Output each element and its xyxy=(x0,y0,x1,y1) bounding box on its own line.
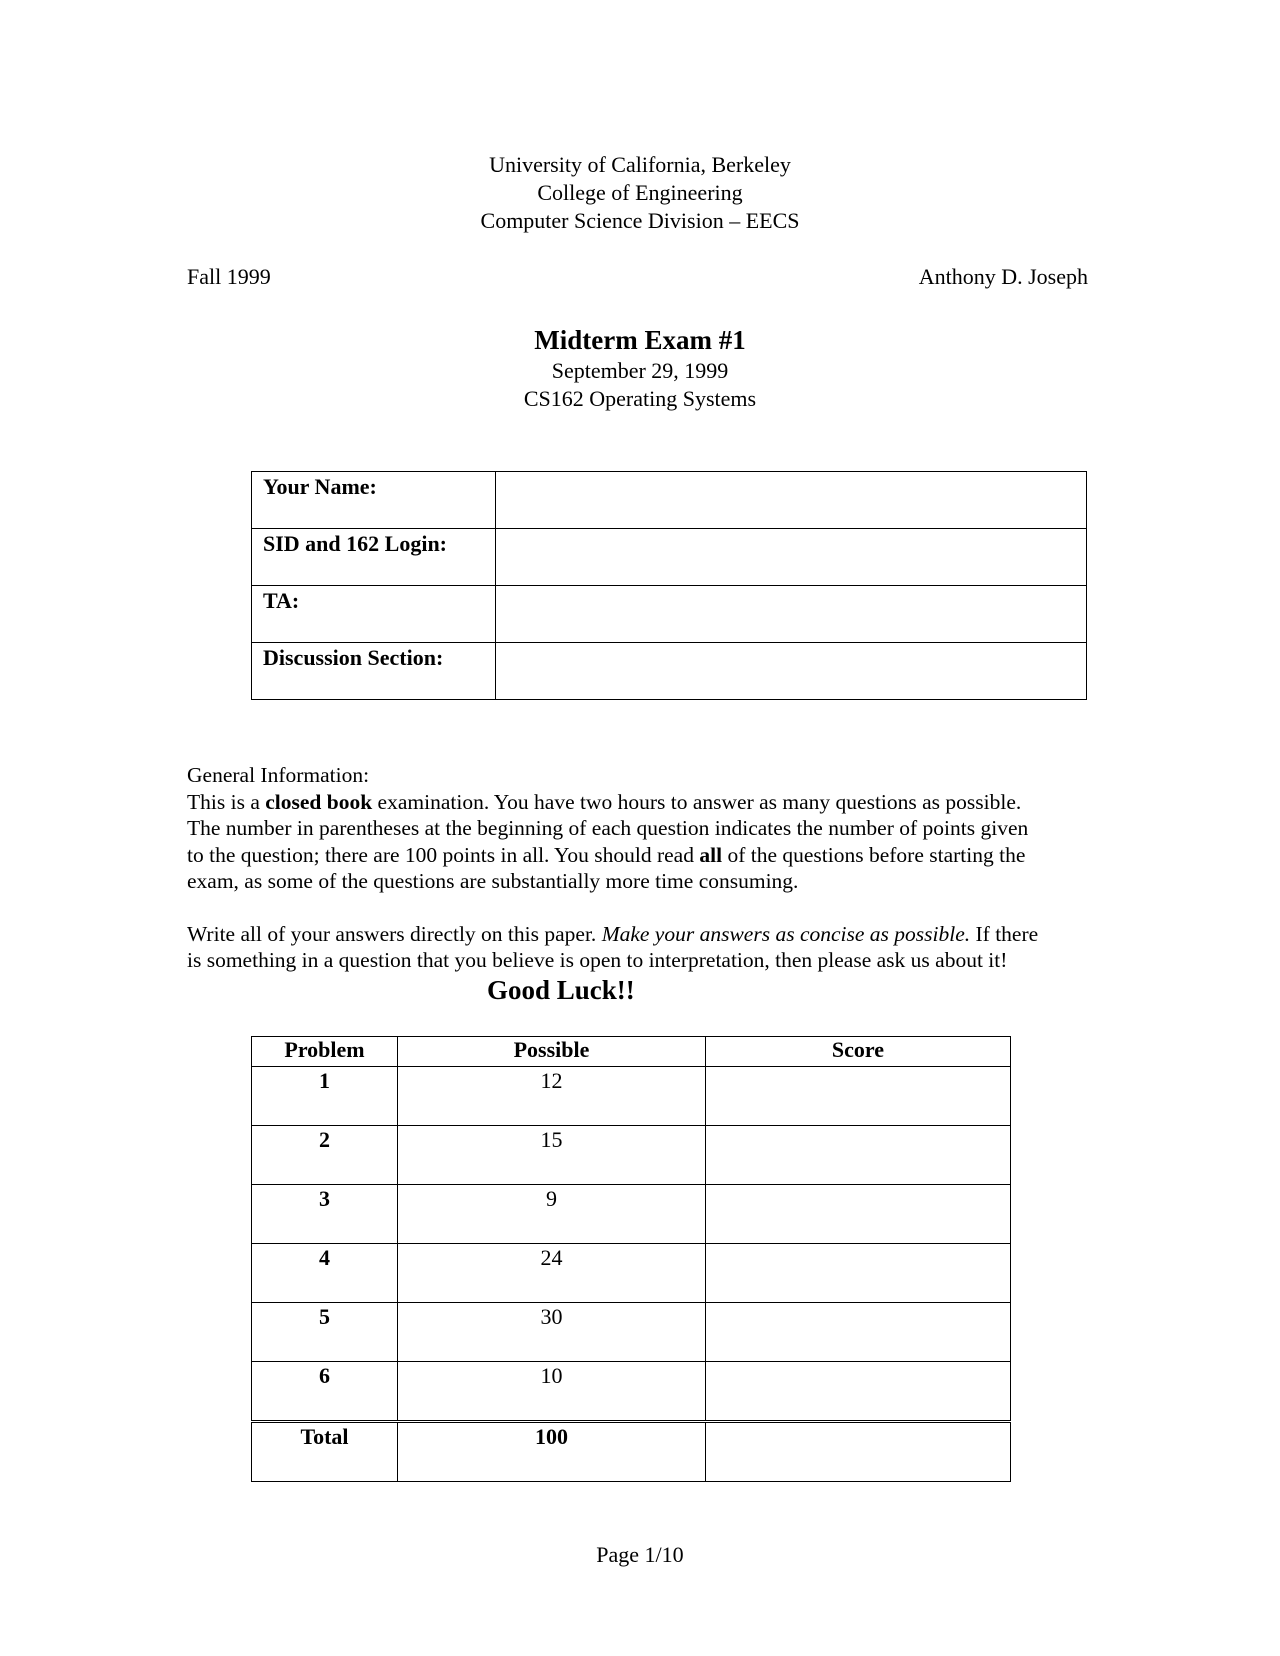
score-row xyxy=(252,1185,1011,1244)
score-row xyxy=(252,1303,1011,1362)
text-run-italic: Make your answers as concise as possible. xyxy=(601,921,971,946)
info-row-name xyxy=(252,472,1087,529)
text-run-bold: closed book xyxy=(265,789,373,814)
exam-date: September 29, 1999 xyxy=(551,358,729,383)
possible-points: 30 xyxy=(398,1303,706,1362)
problem-number: 3 xyxy=(252,1185,398,1244)
problem-number: 2 xyxy=(252,1126,398,1185)
score-row xyxy=(252,1067,1011,1126)
header-problem: Problem xyxy=(252,1037,398,1067)
text-run: This is a xyxy=(187,789,266,814)
possible-points: 10 xyxy=(398,1362,706,1422)
possible-points: 24 xyxy=(398,1244,706,1303)
text-run: is something in a question that you believe is open to interpretation, then please ask us about it! xyxy=(187,948,1008,972)
page-number: Page 1/10 xyxy=(596,1542,684,1567)
text-run: exam, as some of the questions are substantially more time consuming. xyxy=(187,869,799,893)
total-possible: 100 xyxy=(398,1422,706,1482)
problem-number: 1 xyxy=(252,1067,398,1126)
general-info-paragraph-2 xyxy=(187,921,1107,974)
problem-number: 6 xyxy=(252,1362,398,1422)
score-cell[interactable] xyxy=(706,1126,1011,1185)
text-run: Write all of your answers directly on this paper. xyxy=(187,921,602,946)
college-name: College of Engineering xyxy=(537,180,743,205)
possible-points: 9 xyxy=(398,1185,706,1244)
exam-title: Midterm Exam #1 xyxy=(534,325,746,355)
info-field-section[interactable] xyxy=(496,643,1087,700)
general-information xyxy=(187,762,1107,974)
semester: Fall 1999 xyxy=(187,264,271,289)
problem-number: 4 xyxy=(252,1244,398,1303)
score-cell[interactable] xyxy=(706,1185,1011,1244)
text-run: of the questions before starting the xyxy=(722,842,1026,867)
score-table xyxy=(251,1036,1011,1482)
exam-course: CS162 Operating Systems xyxy=(523,386,757,411)
score-cell[interactable] xyxy=(706,1303,1011,1362)
info-label: Your Name: xyxy=(252,472,496,529)
info-field-sid[interactable] xyxy=(496,529,1087,586)
info-label: SID and 162 Login: xyxy=(252,529,496,586)
division-name: Computer Science Division – EECS xyxy=(480,208,800,233)
university-name: University of California, Berkeley xyxy=(489,152,791,177)
score-row xyxy=(252,1362,1011,1422)
institution-header xyxy=(0,151,1280,235)
possible-points: 15 xyxy=(398,1126,706,1185)
total-row xyxy=(252,1422,1011,1482)
exam-title-block xyxy=(0,323,1280,413)
info-field-ta[interactable] xyxy=(496,586,1087,643)
text-run: The number in parentheses at the beginning of each question indicates the number of points given xyxy=(187,816,1029,840)
info-row-ta xyxy=(252,586,1087,643)
text-run: examination. You have two hours to answer as many questions as possible. xyxy=(372,789,1022,814)
problem-number: 5 xyxy=(252,1303,398,1362)
score-row xyxy=(252,1244,1011,1303)
instructor: Anthony D. Joseph xyxy=(918,264,1088,289)
header-possible: Possible xyxy=(398,1037,706,1067)
text-run: to the question; there are 100 points in all. You should read xyxy=(187,842,700,867)
total-score-cell[interactable] xyxy=(706,1422,1011,1482)
total-label: Total xyxy=(252,1422,398,1482)
score-cell[interactable] xyxy=(706,1067,1011,1126)
score-cell[interactable] xyxy=(706,1362,1011,1422)
text-run-bold: all xyxy=(699,842,723,867)
general-info-paragraph-1 xyxy=(187,789,1107,895)
text-run: If there xyxy=(970,921,1039,946)
info-row-sid xyxy=(252,529,1087,586)
score-cell[interactable] xyxy=(706,1244,1011,1303)
score-table-header xyxy=(252,1037,1011,1067)
header-score: Score xyxy=(706,1037,1011,1067)
student-info-table xyxy=(251,471,1087,700)
score-row xyxy=(252,1126,1011,1185)
good-luck: Good Luck!! xyxy=(487,975,635,1005)
info-row-section xyxy=(252,643,1087,700)
info-label: TA: xyxy=(252,586,496,643)
possible-points: 12 xyxy=(398,1067,706,1126)
info-label: Discussion Section: xyxy=(252,643,496,700)
info-field-name[interactable] xyxy=(496,472,1087,529)
general-info-heading: General Information: xyxy=(187,763,370,787)
